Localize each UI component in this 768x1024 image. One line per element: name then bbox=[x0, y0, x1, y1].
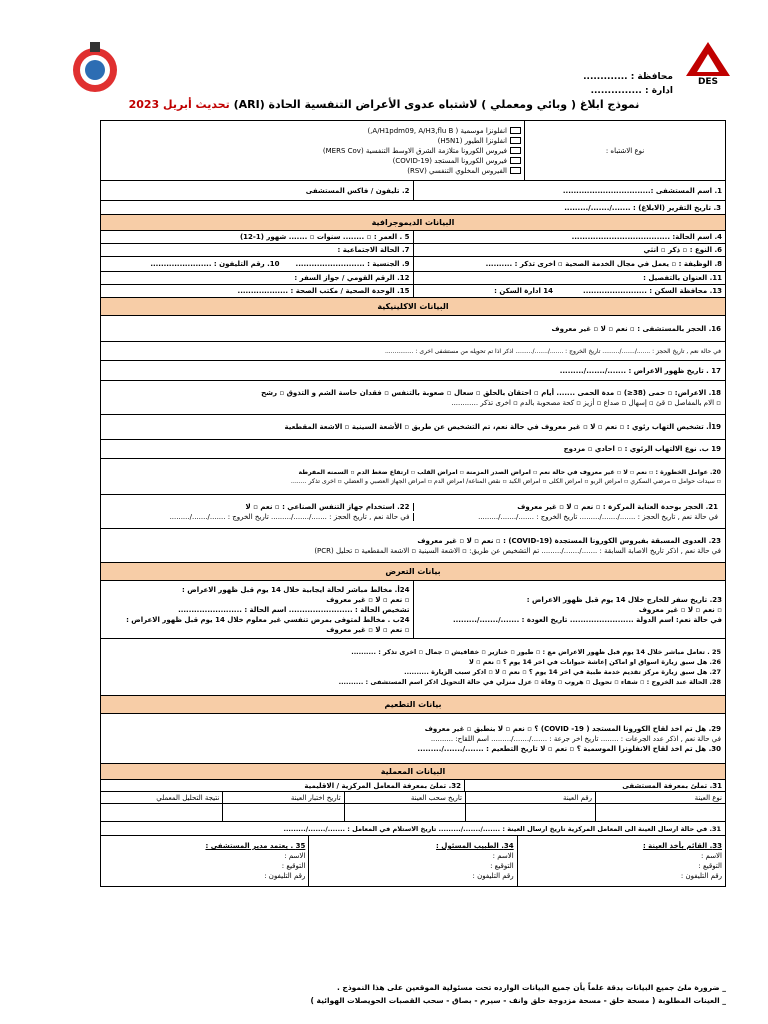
phone-field[interactable]: 10. رقم التليفون : ....................... bbox=[150, 260, 280, 268]
nationality-field[interactable]: 9. الجنسية : .......................... bbox=[295, 260, 410, 268]
suspicion-option-mers[interactable]: فيروس الكورونا متلازمة الشرق الاوسط التنفسية (MERS Cov) bbox=[323, 147, 521, 155]
footer-note-2: _ العينات المطلوبة ( مسحة حلق - مسحة مزدوجة حلق وانف - سيرم - بصاق - سحب القصبات الحويصلات الهوائية ) bbox=[310, 996, 726, 1005]
residence-administration-field[interactable]: 14 ادارة السكن : bbox=[494, 287, 554, 295]
section-lab: البيانات المعملية bbox=[101, 764, 725, 780]
signatures-row bbox=[101, 836, 725, 886]
symptoms-field[interactable]: 18. الاعراض: ▫ حمى (38≤) ▫ مدة الحمى ....... أيام ▫ احتقان بالحلق ▫ سعال ▫ صعوبة بالتنفس ▫ فقدان حاسة الشم و التذوق ▫ رشح bbox=[261, 388, 721, 397]
health-unit-field[interactable]: 15. الوحدة الصحية / مكتب الصحة : ................... bbox=[101, 285, 414, 297]
lab-row-empty[interactable] bbox=[101, 804, 725, 822]
marital-status-field[interactable]: 7. الحالة الاجتماعية : bbox=[101, 244, 414, 256]
suspicion-option-covid[interactable]: فيروس الكورونا المستجد (COVID-19) bbox=[393, 157, 521, 165]
symptom-onset-field[interactable]: 17 . تاريخ ظهور الاعراض : ......./......./......... bbox=[101, 361, 725, 381]
ventilator-dates-field[interactable]: في حالة نعم , تاريخ الحجز : ......./......./......... تاريخ الخروج : ......./......./......... bbox=[105, 513, 414, 521]
governorate-field[interactable]: محافظة : ............. bbox=[583, 72, 673, 82]
suspicion-option-h5n1[interactable]: انفلونزا الطيور (H5N1) bbox=[438, 137, 521, 145]
age-field[interactable]: 5 . العمر : ▫ ........ سنوات ▫ ....... شهور (1-12) bbox=[101, 231, 414, 243]
sampler-signature[interactable]: 33. القائم بأخذ العينة : الاسم : التوقيع : رقم التليفون : bbox=[642, 842, 722, 880]
section-vaccination: بيانات التطعيم bbox=[101, 696, 725, 714]
suspicion-row bbox=[101, 121, 725, 181]
animal-contact-field[interactable]: 25 . تعامل مباشر خلال 14 يوم قبل ظهور الاعراض مع : ▫ طيور ▫ خنازير ▫ خفافيش ▫ جمال ▫ اخرى تذكر : .......... bbox=[351, 648, 721, 656]
covid-vaccine-details-field[interactable]: في حالة نعم , اذكر عدد الجرعات : ........ تاريخ اخر جرعة : ......./......./......... اسم اللقاح: .......... bbox=[430, 734, 721, 743]
hospitalization-dates-field[interactable]: في حالة نعم , تاريخ الحجز : ......./......./......... تاريخ الخروج : ......./......./......... اذكر اذا تم تحويله من مستشفى اخرى : ............... bbox=[101, 342, 725, 361]
discharge-status-field[interactable]: 28. الحالة عند الخروج : ▫ شفاء ▫ تحويل ▫ هروب ▫ وفاة ▫ عزل منزلي في حالة التحويل اذكر اسم المستشفى : .......... bbox=[338, 678, 721, 686]
market-visit-field[interactable]: 26. هل سبق زيارة اسواق او اماكن إعاشة حيوانات في اخر 14 يوم ؟ ▫ نعم ▫ لا bbox=[469, 658, 721, 666]
medical-center-visit-field[interactable]: 27. هل سبق زيارة مركز تقديم خدمة طبية في اخر 14 يوم ؟ ▫ نعم ▫ لا ▫ اذكر سبب الزيارة .......... bbox=[404, 668, 721, 676]
report-form bbox=[100, 120, 726, 887]
lab-hospital-label: 31. تملئ بمعرفة المستشفى bbox=[622, 781, 722, 790]
contact-case-group[interactable]: 24أ. مخالط مباشر لحالة ايجابية خلال 14 يوم قبل ظهور الاعراض : ▫ نعم ▫ لا ▫ غير معروف تشخيص الحالة : ........................ اسم الحالة : ........................ 24ب . مخالط لمتوفى بمرض تنفسي غير معلوم خلال 14 يوم قبل ظهور الاعراض : ▫ نعم ▫ لا ▫ غير معروف bbox=[101, 581, 414, 638]
lab-columns-header bbox=[101, 792, 725, 804]
footer-note-1: _ ضرورة ملئ جميع البيانات بدقة علماً بأن جميع البيانات الوارده تحت مسئولية الموقعين على هذا النموذج . bbox=[336, 983, 726, 992]
hospitalization-field[interactable]: 16. الحجز بالمستشفى : ▫ نعم ▫ لا ▫ غير معروف bbox=[101, 316, 725, 342]
suspicion-label: نوع الاشتباه : bbox=[605, 146, 645, 155]
risk-factors-field[interactable]: 20. عوامل الخطورة : ▫ نعم ▫ لا ▫ غير معروف في حالة نعم ▫ امراض الصدر المزمنة ▫ امراض القلب ▫ ارتفاع ضغط الدم ▫ السمنه المفرطة bbox=[298, 468, 721, 476]
des-logo-icon bbox=[678, 40, 738, 86]
patient-name-field[interactable]: 4. اسم الحالة: ..................................... bbox=[571, 233, 722, 241]
suspicion-option-flu[interactable]: انفلونزا موسمية ( A/H1pdm09, A/H3,flu B,) bbox=[367, 127, 521, 135]
hospital-phone-field[interactable]: 2. تليفون / فاكس المستشفى bbox=[101, 181, 414, 200]
section-demographics: البيانات الديموجرافية bbox=[101, 215, 725, 231]
covid-vaccine-field[interactable]: 29. هل تم اخذ لقاح الكورونا المستجد ( COVID -19) ؟ ▫ نعم ▫ لا بنطبق ▫ غير معروف bbox=[424, 724, 721, 733]
occupation-field[interactable]: 8. الوظيفة : ▫ يعمل في مجال الخدمة الصحية ▫ اخرى تذكر : .......... bbox=[485, 260, 722, 268]
administration-field[interactable]: ادارة : ............... bbox=[590, 86, 673, 96]
central-lab-dates-field[interactable]: 31. في حالة ارسال العينة الى المعامل المركزية تاريخ ارسال العينة : ......./......./......... تاريخ الاستلام في المعامل : ......./......./......... bbox=[101, 822, 725, 836]
lab-col-sample-number: رقم العينة bbox=[465, 792, 595, 803]
risk-factors-extra-field[interactable]: ▫ سيدات حوامل ▫ مرضي السكري ▫ امراض الربو ▫ امراض الكلى ▫ امراض الكبد ▫ نقص المناعة/ امراض الدم ▫ امراض الجهاز العصبي و العضلي ▫ اخرى تذكر ........ bbox=[290, 477, 721, 485]
national-id-field[interactable]: 12. الرقم القومي / جواز السفر : bbox=[101, 272, 414, 284]
symptoms-extra-field[interactable]: ▫ الام بالمفاصل ▫ قئ ▫ إسهال ▫ صداع ▫ أزيز ▫ كحة مصحوبة بالدم ▫ اخرى تذكر ............ bbox=[451, 398, 721, 407]
lab-col-result: نتيجة التحليل المعملي bbox=[156, 793, 220, 802]
update-label: تحديث أبريل 2023 bbox=[128, 98, 230, 111]
prior-covid-details-field[interactable]: في حالة نعم , اذكر تاريخ الاصابة السابقة : ......./......./......... تم التشخيص عن طريق: ▫ الاشعة السينية ▫ الاشعة المقطعية ▫ تحليل (PCR) bbox=[314, 546, 721, 555]
section-clinical: البيانات الاكلينيكية bbox=[101, 298, 725, 316]
residence-governorate-field[interactable]: 13. محافظة السكن : ........................ bbox=[583, 287, 722, 295]
lab-col-test-date: تاريخ اختبار العينة bbox=[222, 792, 343, 803]
prior-covid-field[interactable]: 23. العدوى المسبقة بفيروس الكورونا المستجدة (COVID-19) : ▫ نعم ▫ لا ▫ غير معروف bbox=[417, 536, 721, 545]
ventilator-field[interactable]: 22. استخدام جهاز التنفس الصناعي : ▫ نعم ▫ لا bbox=[105, 503, 414, 511]
address-field[interactable]: 11. العنوان بالتفصيل : bbox=[643, 274, 722, 282]
lab-col-collection-date: تاريخ سحب العينة bbox=[344, 792, 465, 803]
gender-field[interactable]: 6. النوع : ▫ ذكر ▫ انثي bbox=[643, 246, 722, 254]
suspicion-option-rsv[interactable]: الفيروس المخلوي التنفسي (RSV) bbox=[407, 167, 521, 175]
flu-vaccine-field[interactable]: 30. هل تم اخذ لقاح الانفلونزا الموسمية ؟ ▫ نعم ▫ لا تاريخ التطعيم : ......./......./......... bbox=[417, 744, 721, 753]
doctor-signature[interactable]: 34. الطبيب المسئول : الاسم : التوقيع : رقم التليفون : bbox=[309, 836, 517, 886]
pneumonia-diagnosis-field[interactable]: 19أ. تشخيص التهاب رئوي : ▫ نعم ▫ لا ▫ غير معروف في حالة نعم، تم التشخيص عن طريق ▫ الأشعة السينية ▫ الاشعة المقطعية bbox=[101, 415, 725, 440]
row-1-2 bbox=[101, 181, 725, 201]
logo-text: DES bbox=[697, 77, 719, 86]
pneumonia-type-field[interactable]: 19 ب. نوع الالتهاب الرئوي : ▫ احادي ▫ مزدوج bbox=[101, 440, 725, 459]
ministry-of-health-logo-icon bbox=[68, 40, 123, 95]
form-title: نموذج ابلاغ ( وبائي ومعملي ) لاشتباه عدوى الأعراض التنفسية الحادة (ARI) تحديث أبريل 2023 bbox=[128, 98, 640, 111]
footer-notes bbox=[311, 981, 727, 1007]
report-date-field[interactable]: 3. تاريخ التقرير (الابلاغ) : ......./......./......... bbox=[101, 201, 725, 215]
icu-dates-field[interactable]: في حالة نعم , تاريخ الحجز : ......./......./......... تاريخ الخروج : ......./......./......... bbox=[478, 512, 718, 521]
icu-field[interactable]: 21. الحجز بوحدة العناية المركزة : ▫ نعم ▫ لا ▫ غير معروف bbox=[517, 502, 718, 511]
director-signature[interactable]: 35 . يعتمد مدير المستشفى : الاسم : التوقيع : رقم التليفون : bbox=[101, 836, 309, 886]
section-exposure: بيانات التعرض bbox=[101, 563, 725, 581]
lab-central-label: 32. تملئ بمعرفة المعامل المركزية / الاقليمية bbox=[101, 780, 465, 791]
hospital-name-field[interactable]: 1. اسم المستشفى :................................. bbox=[562, 186, 722, 195]
travel-history-group[interactable]: 23. تاريخ سفر للخارج خلال 14 يوم قبل ظهور الاعراض : ▫ نعم ▫ لا ▫ غير معروف في حالة نعم: اسم الدولة ........................ تاريخ العودة : ......./......./......... bbox=[452, 595, 722, 624]
header bbox=[0, 0, 768, 118]
lab-col-sample-type: نوع العينة bbox=[595, 792, 725, 803]
